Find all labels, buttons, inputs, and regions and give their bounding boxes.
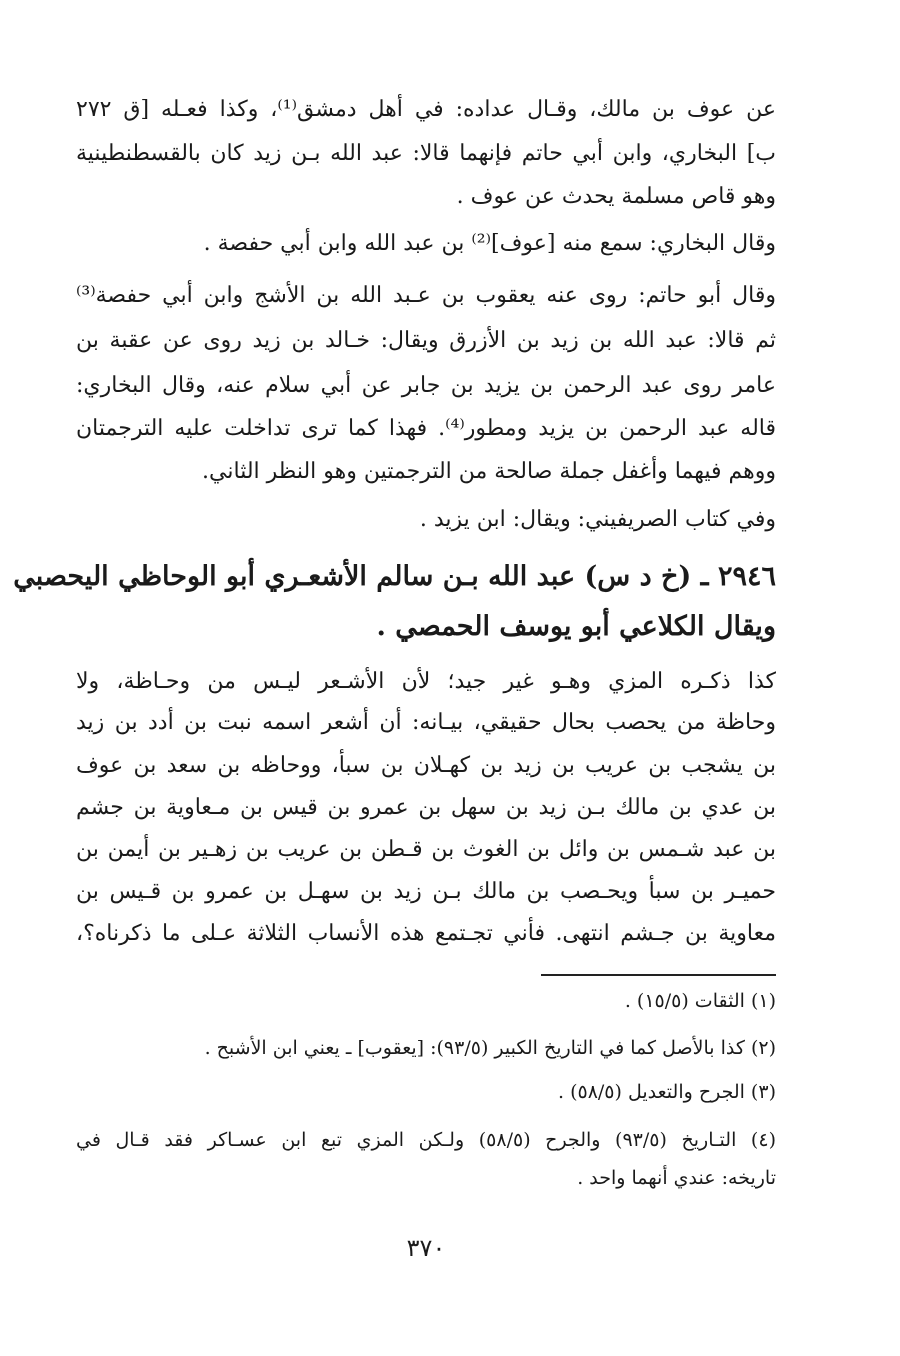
footnote: تاريخه: عندي أنهما واحد . <box>577 1167 776 1189</box>
footnote-separator <box>541 974 776 976</box>
text-line: بن يشجب بن عريب بن زيد بن كهـلان بن سبأ، ووحاظه بن سعد بن عوف <box>76 753 776 778</box>
footnote: (١) الثقات (١٥/٥) . <box>624 990 776 1012</box>
text-line: عن عوف بن مالك، وقـال عداده: في أهل دمشق⁽¹⁾، وكذا فعـله [ق ٢٧٢ <box>76 97 776 122</box>
text-line: ووهم فيهما وأغفل جملة صالحة من الترجمتين وهو النظر الثاني. <box>202 459 776 484</box>
text-line: وحاظة من يحصب بحال حقيقي، بيـانه: أن أشعر اسمه نبت بن أدد بن زيد <box>76 710 776 735</box>
text-line: بن عدي بن مالك بـن زيد بن سهل بن عمرو بن قيس بن مـعاوية بن جشم <box>76 795 776 820</box>
text-line: وقال البخاري: سمع منه [عوف]⁽²⁾ بن عبد الله وابن أبي حفصة . <box>203 231 776 256</box>
footnote: (٤) التـاريخ (٩٣/٥) والجرح (٥٨/٥) ولـكن المزي تبع ابن عسـاكر فقد قـال في <box>76 1129 776 1151</box>
text-line: قاله عبد الرحمن بن يزيد ومطور⁽⁴⁾. فهذا كما ترى تداخلت عليه الترجمتان <box>76 416 776 441</box>
text-line: حميـر بن سبأ ويحـصب بن مالك بـن زيد بن سهـل بن عمرو بن قـيس بن <box>76 879 776 904</box>
entry-heading: ويقال الكلاعي أبو يوسف الحمصي . <box>376 611 776 642</box>
footnote: (٣) الجرح والتعديل (٥٨/٥) . <box>558 1081 776 1103</box>
page-number: ٣٧٠ <box>406 1234 446 1262</box>
text-line: ثم قالا: عبد الله بن زيد بن الأزرق ويقال: خـالد بن زيد روى عن عقبة بن <box>76 328 776 353</box>
book-page <box>13 78 776 1318</box>
text-line: ب] البخاري، وابن أبي حاتم فإنهما قالا: عبد الله بـن زيد كان بالقسطنطينية <box>76 141 776 166</box>
entry-heading: ٢٩٤٦ ـ (خ د س) عبد الله بـن سالم الأشعـري أبو الوحاظي اليحصبي <box>13 561 776 592</box>
text-line: بن عبد شـمس بن وائل بن الغوث بن قـطن بن عريب بن زهـير بن أيمن بن <box>76 837 776 862</box>
text-line: عامر روى عبد الرحمن بن يزيد بن جابر عن أبي سلام عنه، وقال البخاري: <box>76 373 776 398</box>
text-line: وقال أبو حاتم: روى عنه يعقوب بن عـبد الله بن الأشج وابن أبي حفصة⁽³⁾ <box>76 283 776 308</box>
text-line: كذا ذكـره المزي وهـو غير جيد؛ لأن الأشـعر ليـس من وحـاظة، ولا <box>76 669 776 694</box>
text-line: وهو قاص مسلمة يحدث عن عوف . <box>456 184 776 209</box>
text-line: معاوية بن جـشم انتهى. فأني تجـتمع هذه الأنساب الثلاثة عـلى ما ذكرناه؟، <box>76 921 776 946</box>
footnote: (٢) كذا بالأصل كما في التاريخ الكبير (٩٣/٥): [يعقوب] ـ يعني ابن الأشبح . <box>204 1037 776 1059</box>
text-line: وفي كتاب الصريفيني: ويقال: ابن يزيد . <box>419 507 776 532</box>
